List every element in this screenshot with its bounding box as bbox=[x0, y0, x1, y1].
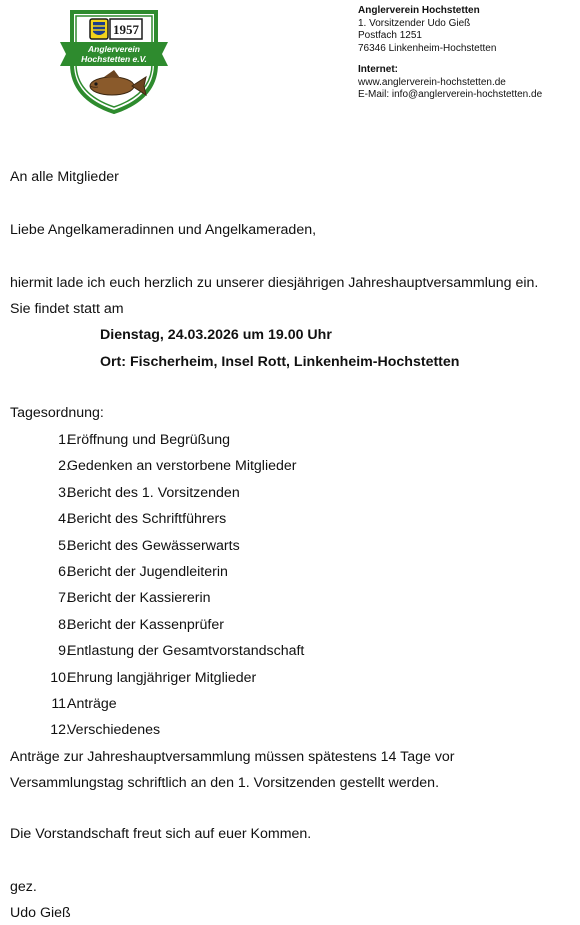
club-logo bbox=[58, 6, 170, 114]
intro-line-1: hiermit lade ich euch herzlich zu unserer diesjährigen Jahreshauptversammlung ein. bbox=[10, 275, 539, 291]
internet-label: Internet: bbox=[358, 64, 398, 75]
motions-line-2: Versammlungstag schriftlich an den 1. Vorsitzenden gestellt werden. bbox=[10, 775, 440, 791]
salutation: Liebe Angelkameradinnen und Angelkameraden, bbox=[10, 222, 317, 238]
website-link[interactable]: www.anglerverein-hochstetten.de bbox=[358, 76, 506, 88]
po-box: Postfach 1251 bbox=[358, 30, 422, 41]
motions-line-1: Anträge zur Jahreshauptversammlung müssen spätestens 14 Tage vor bbox=[10, 749, 455, 765]
signature-name: Udo Gieß bbox=[10, 905, 71, 921]
addressee: An alle Mitglieder bbox=[10, 169, 119, 185]
intro-line-2: Sie findet statt am bbox=[10, 301, 124, 317]
city-line: 76346 Linkenheim-Hochstetten bbox=[358, 42, 497, 54]
org-name: Anglerverein Hochstetten bbox=[358, 5, 480, 16]
logo-year: 1957 bbox=[113, 22, 139, 37]
closing-line: Die Vorstandschaft freut sich auf euer Kommen. bbox=[10, 826, 312, 842]
meeting-place: Ort: Fischerheim, Insel Rott, Linkenheim-Hochstetten bbox=[100, 354, 460, 370]
logo-name-line2: Hochstetten e.V. bbox=[81, 54, 147, 64]
meeting-date: Dienstag, 24.03.2026 um 19.00 Uhr bbox=[100, 327, 332, 343]
letterhead bbox=[358, 5, 542, 102]
logo-name-line1: Anglerverein bbox=[88, 44, 140, 54]
signed-label: gez. bbox=[10, 879, 37, 895]
agenda-title: Tagesordnung: bbox=[10, 405, 104, 421]
email-link[interactable]: E-Mail: info@anglerverein-hochstetten.de bbox=[358, 89, 543, 100]
chair-line: 1. Vorsitzender Udo Gieß bbox=[358, 17, 471, 29]
